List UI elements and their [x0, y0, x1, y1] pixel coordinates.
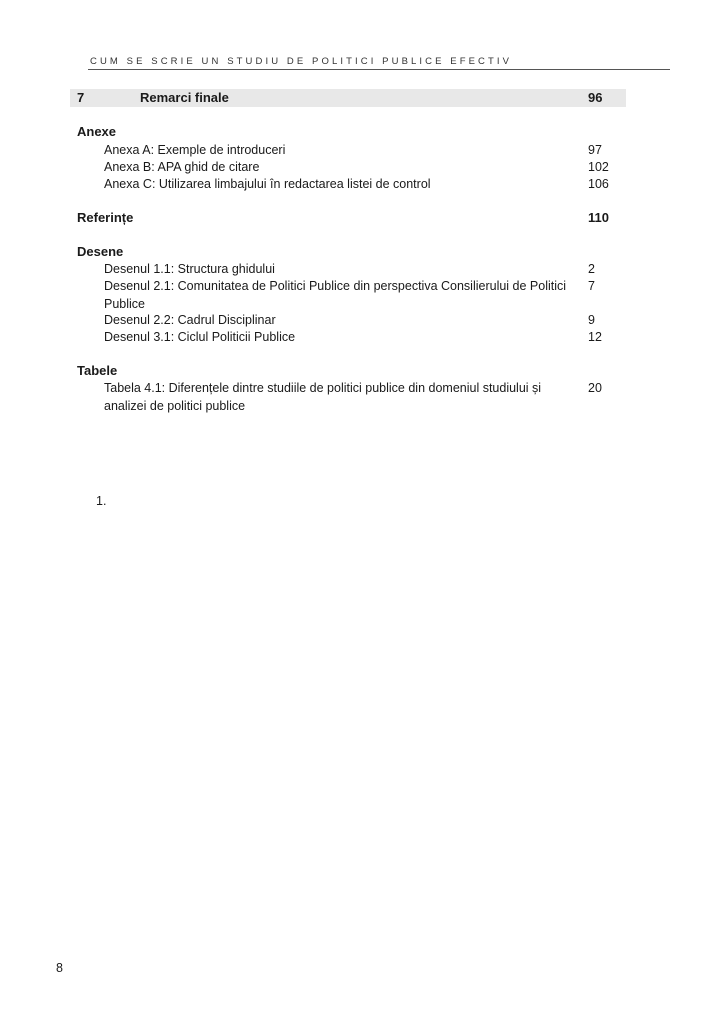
chapter-page: 96	[588, 90, 603, 105]
referinte-page: 110	[588, 210, 609, 225]
page-number: 8	[56, 961, 63, 975]
anexe-heading: Anexe	[77, 124, 117, 139]
toc-item-label: Anexa C: Utilizarea limbajului în redactarea listei de control	[104, 177, 431, 191]
chapter-number: 7	[77, 90, 85, 105]
header-rule	[88, 69, 670, 70]
toc-item-page: 97	[588, 143, 602, 157]
toc-item-page: 12	[588, 330, 602, 344]
desene-heading: Desene	[77, 244, 124, 259]
stray-list-number: 1.	[96, 494, 107, 508]
toc-item-label: Anexa B: APA ghid de citare	[104, 160, 260, 174]
toc-item-page: 106	[588, 177, 609, 191]
chapter-bar	[70, 89, 626, 107]
running-header: CUM SE SCRIE UN STUDIU DE POLITICI PUBLICE EFECTIV	[90, 56, 513, 67]
toc-item-label: Desenul 1.1: Structura ghidului	[104, 262, 275, 276]
toc-item-page: 7	[588, 279, 595, 293]
chapter-title: Remarci finale	[140, 90, 229, 105]
tabele-heading: Tabele	[77, 363, 118, 378]
toc-item-label: Desenul 3.1: Ciclul Politicii Publice	[104, 330, 296, 344]
toc-item-label: Tabela 4.1: Diferențele dintre studiile de politici publice din domeniul studiului și analizei de politici publice	[104, 381, 542, 413]
toc-item-label: Desenul 2.2: Cadrul Disciplinar	[104, 313, 276, 327]
toc-item-label: Anexa A: Exemple de introduceri	[104, 143, 286, 157]
toc-item-page: 102	[588, 160, 609, 174]
toc-item-page: 2	[588, 262, 595, 276]
toc-item-label: Desenul 2.1: Comunitatea de Politici Publice din perspectiva Consilierului de Politici Publice	[104, 279, 567, 311]
toc-item-page: 20	[588, 381, 602, 395]
referinte-heading: Referințe	[77, 210, 134, 225]
toc-item-page: 9	[588, 313, 595, 327]
